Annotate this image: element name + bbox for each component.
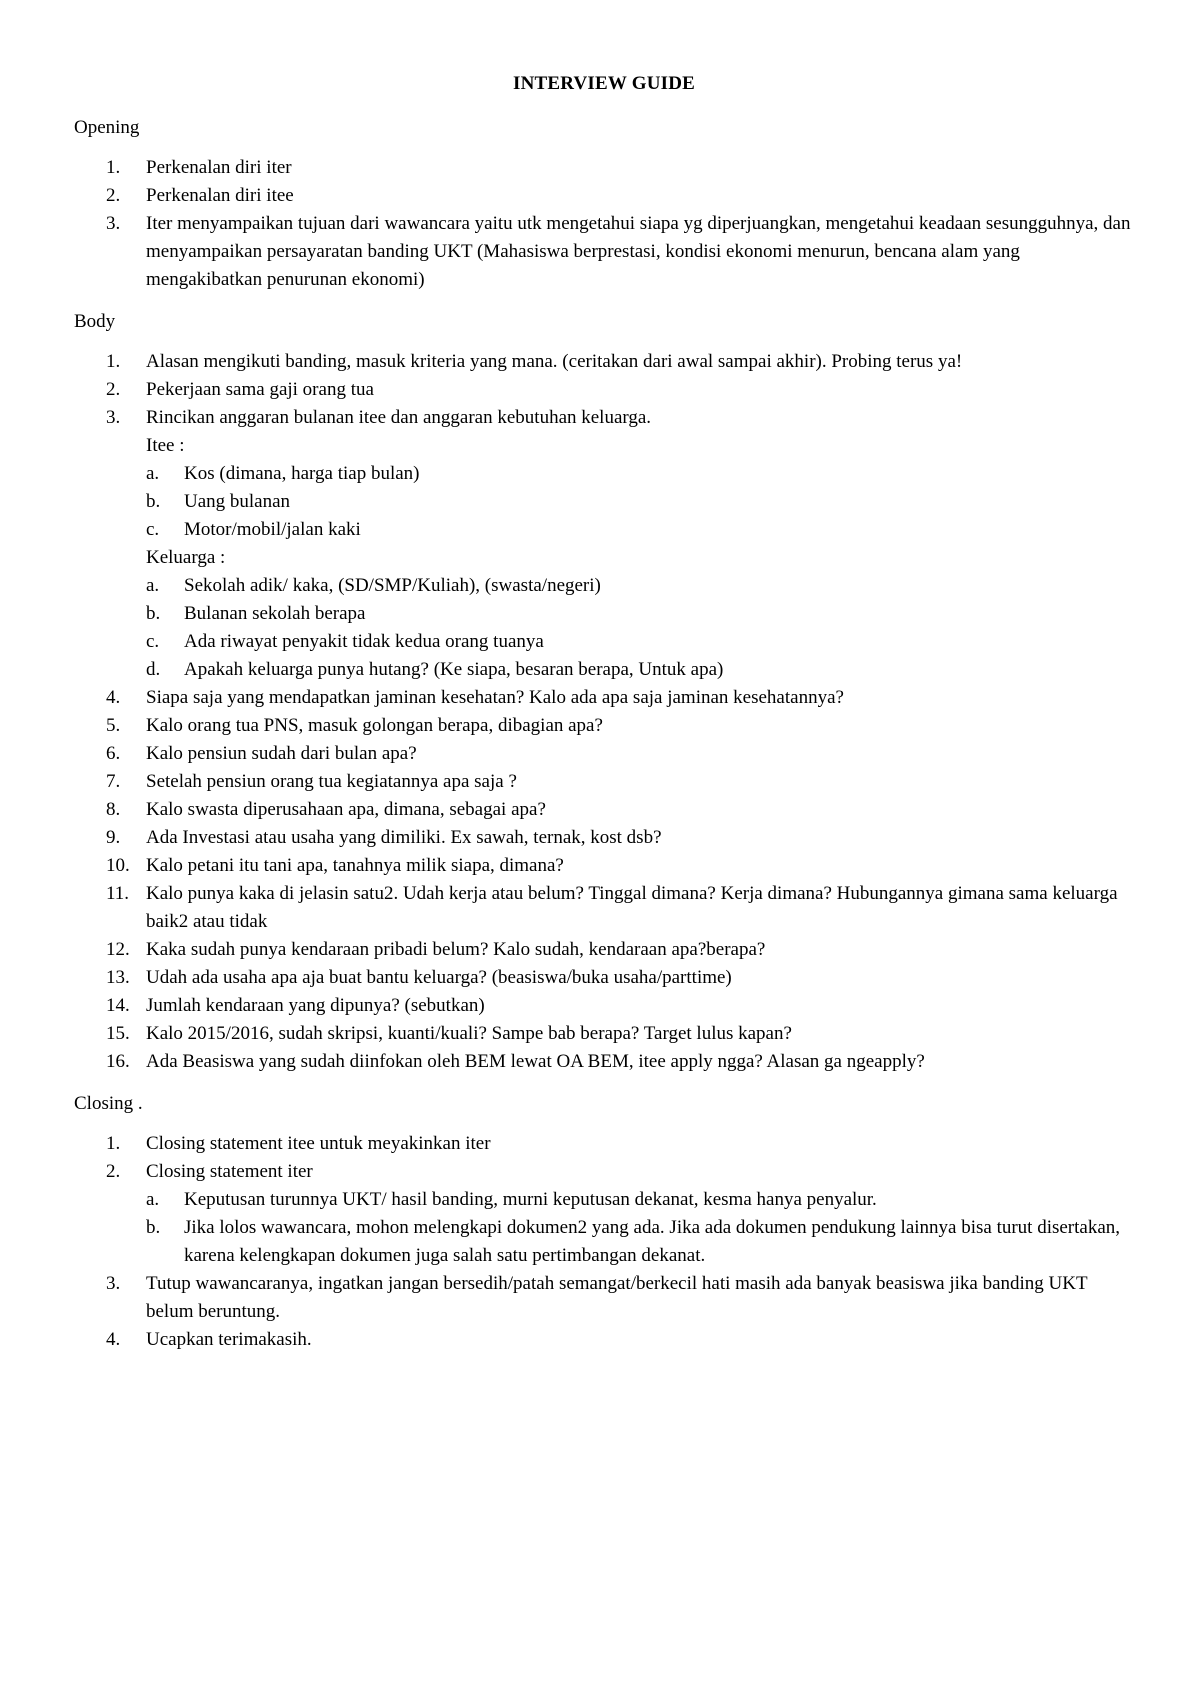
body-list xyxy=(74,348,1134,1076)
sub-list-item xyxy=(146,460,1134,488)
item-text: Siapa saja yang mendapatkan jaminan kesehatan? Kalo ada apa saja jaminan kesehatannya? xyxy=(146,687,844,708)
sub-list-item xyxy=(146,572,1134,600)
item-text: Kaka sudah punya kendaraan pribadi belum? Kalo sudah, kendaraan apa?berapa? xyxy=(146,939,766,960)
list-item xyxy=(74,936,1134,964)
list-item xyxy=(74,1158,1134,1270)
sub-item-letter: d. xyxy=(146,659,161,680)
item-text: Closing statement iter xyxy=(146,1161,313,1182)
item-text: Perkenalan diri iter xyxy=(146,157,292,178)
item-number: 2. xyxy=(106,1161,121,1182)
list-item xyxy=(74,824,1134,852)
item-number: 9. xyxy=(106,827,121,848)
list-item xyxy=(74,712,1134,740)
list-item xyxy=(74,182,1134,210)
item-number: 1. xyxy=(106,157,121,178)
document-title: INTERVIEW GUIDE xyxy=(513,73,695,94)
item-text: Ada Beasiswa yang sudah diinfokan oleh BEM lewat OA BEM, itee apply ngga? Alasan ga ngeapply? xyxy=(146,1051,925,1072)
item-number: 14. xyxy=(106,995,130,1016)
sub-item-text: Ada riwayat penyakit tidak kedua orang tuanya xyxy=(184,631,544,652)
sub-item-text: Kos (dimana, harga tiap bulan) xyxy=(184,463,420,484)
item-number: 1. xyxy=(106,1133,121,1154)
item-number: 12. xyxy=(106,939,130,960)
item-text: Kalo petani itu tani apa, tanahnya milik siapa, dimana? xyxy=(146,855,564,876)
list-item xyxy=(74,880,1134,936)
body-heading: Body xyxy=(74,311,116,332)
item-text: Perkenalan diri itee xyxy=(146,185,294,206)
list-item xyxy=(74,376,1134,404)
list-item xyxy=(74,1048,1134,1076)
item-text: Iter menyampaikan tujuan dari wawancara yaitu utk mengetahui siapa yg diperjuangkan, mengetahui keadaan sesungguhnya, dan menyampaikan persayaratan banding UKT (Mahasiswa berprestasi, kondisi ekonomi menurun, bencana alam yang mengakibatkan penurunan ekonomi) xyxy=(146,213,1131,290)
item-number: 15. xyxy=(106,1023,130,1044)
item-text: Setelah pensiun orang tua kegiatannya apa saja ? xyxy=(146,771,517,792)
list-item xyxy=(74,796,1134,824)
sub-item-text: Uang bulanan xyxy=(184,491,291,512)
item-number: 5. xyxy=(106,715,121,736)
item-number: 6. xyxy=(106,743,121,764)
sub-item-text: Sekolah adik/ kaka, (SD/SMP/Kuliah), (swasta/negeri) xyxy=(184,575,601,596)
sub-item-letter: a. xyxy=(146,575,160,596)
sub-list-item xyxy=(146,1214,1134,1270)
item-number: 2. xyxy=(106,185,121,206)
sub-list-item xyxy=(146,656,1134,684)
sub-item-text: Keputusan turunnya UKT/ hasil banding, murni keputusan dekanat, kesma hanya penyalur. xyxy=(184,1189,877,1210)
item-text: Tutup wawancaranya, ingatkan jangan bersedih/patah semangat/berkecil hati masih ada banyak beasiswa jika banding UKT belum beruntung. xyxy=(146,1273,1088,1322)
item-text: Pekerjaan sama gaji orang tua xyxy=(146,379,374,400)
item-number: 8. xyxy=(106,799,121,820)
item-number: 3. xyxy=(106,1273,121,1294)
keluarga-label: Keluarga : xyxy=(146,547,226,568)
sub-item-text: Bulanan sekolah berapa xyxy=(184,603,366,624)
list-item xyxy=(74,154,1134,182)
item-text: Kalo pensiun sudah dari bulan apa? xyxy=(146,743,417,764)
closing-heading: Closing . xyxy=(74,1093,143,1114)
item-number: 13. xyxy=(106,967,130,988)
item-number: 3. xyxy=(106,407,121,428)
item-number: 4. xyxy=(106,1329,121,1350)
sub-item-text: Motor/mobil/jalan kaki xyxy=(184,519,361,540)
document-page xyxy=(74,70,1134,1368)
sub-item-letter: b. xyxy=(146,603,161,624)
sub-list-item xyxy=(146,1186,1134,1214)
sub-item-letter: c. xyxy=(146,519,160,540)
item-number: 16. xyxy=(106,1051,130,1072)
list-item xyxy=(74,404,1134,684)
closing-list xyxy=(74,1130,1134,1354)
list-item xyxy=(74,684,1134,712)
item-text: Kalo swasta diperusahaan apa, dimana, sebagai apa? xyxy=(146,799,546,820)
list-item xyxy=(74,1130,1134,1158)
item-text: Kalo 2015/2016, sudah skripsi, kuanti/kuali? Sampe bab berapa? Target lulus kapan? xyxy=(146,1023,792,1044)
list-item xyxy=(74,992,1134,1020)
itee-sublist xyxy=(146,460,1134,544)
item-text: Jumlah kendaraan yang dipunya? (sebutkan) xyxy=(146,995,485,1016)
opening-list xyxy=(74,154,1134,294)
item-number: 10. xyxy=(106,855,130,876)
sub-list-item xyxy=(146,488,1134,516)
item-text: Ada Investasi atau usaha yang dimiliki. Ex sawah, ternak, kost dsb? xyxy=(146,827,662,848)
sub-item-letter: a. xyxy=(146,1189,160,1210)
keluarga-sublist xyxy=(146,572,1134,684)
item-text: Closing statement itee untuk meyakinkan iter xyxy=(146,1133,491,1154)
list-item xyxy=(74,740,1134,768)
item-number: 3. xyxy=(106,213,121,234)
item-text: Ucapkan terimakasih. xyxy=(146,1329,312,1350)
itee-label: Itee : xyxy=(146,435,185,456)
list-item xyxy=(74,768,1134,796)
item-text: Kalo orang tua PNS, masuk golongan berapa, dibagian apa? xyxy=(146,715,603,736)
list-item xyxy=(74,210,1134,294)
list-item xyxy=(74,1326,1134,1354)
sub-list-item xyxy=(146,516,1134,544)
item-text: Alasan mengikuti banding, masuk kriteria yang mana. (ceritakan dari awal sampai akhir). Probing terus ya! xyxy=(146,351,963,372)
sub-list-item xyxy=(146,600,1134,628)
sub-item-letter: b. xyxy=(146,1217,161,1238)
sub-item-text: Jika lolos wawancara, mohon melengkapi dokumen2 yang ada. Jika ada dokumen pendukung lainnya bisa turut disertakan, karena kelengkapan dokumen juga salah satu pertimbangan dekanat. xyxy=(184,1217,1121,1266)
item-number: 7. xyxy=(106,771,121,792)
closing-sublist xyxy=(146,1186,1134,1270)
opening-heading: Opening xyxy=(74,117,140,138)
sub-item-letter: a. xyxy=(146,463,160,484)
list-item xyxy=(74,964,1134,992)
item-number: 2. xyxy=(106,379,121,400)
list-item xyxy=(74,1270,1134,1326)
sub-item-text: Apakah keluarga punya hutang? (Ke siapa, besaran berapa, Untuk apa) xyxy=(184,659,724,680)
sub-list-item xyxy=(146,628,1134,656)
sub-item-letter: c. xyxy=(146,631,160,652)
item-number: 4. xyxy=(106,687,121,708)
list-item xyxy=(74,348,1134,376)
item-text: Udah ada usaha apa aja buat bantu keluarga? (beasiswa/buka usaha/parttime) xyxy=(146,967,732,988)
list-item xyxy=(74,1020,1134,1048)
sub-item-letter: b. xyxy=(146,491,161,512)
item-text: Kalo punya kaka di jelasin satu2. Udah kerja atau belum? Tinggal dimana? Kerja dimana? Hubungannya gimana sama keluarga baik2 atau tidak xyxy=(146,883,1118,932)
list-item xyxy=(74,852,1134,880)
item-text: Rincikan anggaran bulanan itee dan anggaran kebutuhan keluarga. xyxy=(146,407,652,428)
item-number: 1. xyxy=(106,351,121,372)
item-number: 11. xyxy=(106,883,130,904)
